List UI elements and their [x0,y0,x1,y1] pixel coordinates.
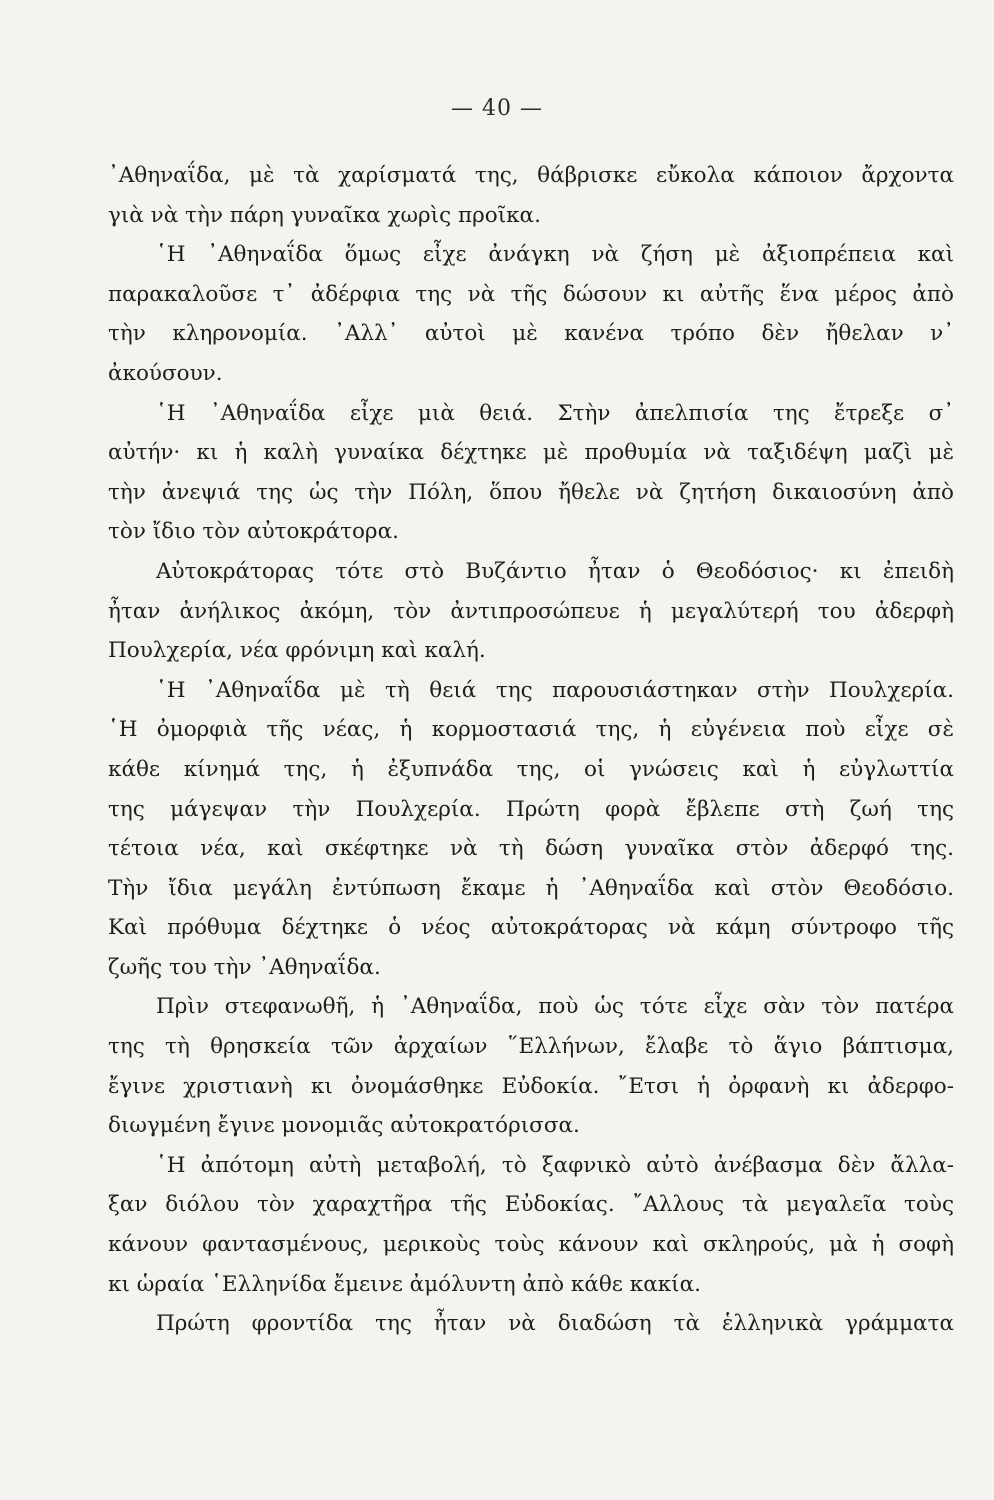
text-line: ῾Η ᾿Αθηναΐδα μὲ τὴ θειά της παρουσιάστηκαν στὴν Πουλχερία. [156,677,954,703]
text-line: κάνουν φαντασμένους, μερικοὺς τοὺς κάνουν καὶ σκληρούς, μὰ ἡ σοφὴ [108,1232,954,1258]
text-line: γιὰ νὰ τὴν πάρη γυναῖκα χωρὶς προῖκα. [108,202,541,228]
text-line: ῾Η ὀμορφιὰ τῆς νέας, ἡ κορμοστασιά της, ἡ εὐγένεια ποὺ εἶχε σὲ [108,717,954,743]
text-line: ᾿Αθηναΐδα, μὲ τὰ χαρίσματά της, θάβρισκε εὔκολα κάποιον ἄρχοντα [108,163,954,188]
text-line: παρακαλοῦσε τ᾿ ἀδέρφια της νὰ τῆς δώσουν κι αὐτῆς ἕνα μέρος ἀπὸ [108,281,954,307]
text-line: διωγμένη ἔγινε μονομιᾶς αὐτοκρατόρισσα. [108,1113,580,1139]
text-line: Αὐτοκράτορας τότε στὸ Βυζάντιο ἦταν ὁ Θεοδόσιος· κι ἐπειδὴ [156,558,954,584]
text-line: ἔγινε χριστιανὴ κι ὀνομάσθηκε Εὐδοκία. ῎Ετσι ἡ ὀρφανὴ κι ἀδερφο- [108,1073,954,1099]
text-line: τὴν ἀνεψιά της ὡς τὴν Πόλη, ὅπου ἤθελε νὰ ζητήση δικαιοσύνη ἀπὸ [108,479,954,505]
text-line: αὐτήν· κι ἡ καλὴ γυναίκα δέχτηκε μὲ προθυμία νὰ ταξιδέψη μαζὶ μὲ [108,440,954,466]
page-number: — 40 — [451,96,543,121]
text-line: ξαν διόλου τὸν χαραχτῆρα τῆς Εὐδοκίας. ῎Αλλους τὰ μεγαλεῖα τοὺς [108,1192,954,1218]
text-line: ῾Η ᾿Αθηναΐδα εἶχε μιὰ θειά. Στὴν ἀπελπισία της ἔτρεξε σ᾿ [156,400,954,426]
text-line: Πρὶν στεφανωθῆ, ἡ ᾿Αθηναΐδα, ποὺ ὡς τότε εἶχε σὰν τὸν πατέρα [156,994,954,1020]
text-line: ῾Η ᾿Αθηναΐδα ὅμως εἶχε ἀνάγκη νὰ ζήση μὲ ἀξιοπρέπεια καὶ [156,242,954,268]
text-line: κι ὡραία ῾Ελληνίδα ἔμεινε ἀμόλυντη ἀπὸ κάθε κακία. [108,1271,701,1297]
text-line: Τὴν ἴδια μεγάλη ἐντύπωση ἔκαμε ἡ ᾿Αθηναΐδα καὶ στὸν Θεοδόσιο. [108,875,954,901]
text-line: Πρώτη φροντίδα της ἦταν νὰ διαδώση τὰ ἑλληνικὰ γράμματα [156,1311,954,1337]
text-line: ῾Η ἀπότομη αὐτὴ μεταβολή, τὸ ξαφνικὸ αὐτὸ ἀνέβασμα δὲν ἄλλα- [156,1152,954,1178]
text-line: ἦταν ἀνήλικος ἀκόμη, τὸν ἀντιπροσώπευε ἡ μεγαλύτερή του ἀδερφὴ [108,598,954,624]
text-line: Καὶ πρόθυμα δέχτηκε ὁ νέος αὐτοκράτορας νὰ κάμη σύντροφο τῆς [108,915,954,941]
text-line: κάθε κίνημά της, ἡ ἐξυπνάδα της, οἱ γνώσεις καὶ ἡ εὐγλωττία [108,756,954,782]
text-line: Πουλχερία, νέα φρόνιμη καὶ καλή. [108,638,486,664]
text-line: τέτοια νέα, καὶ σκέφτηκε νὰ τὴ δώση γυναῖκα στὸν ἀδερφό της. [108,836,954,862]
text-line: της μάγεψαν τὴν Πουλχερία. Πρώτη φορὰ ἔβλεπε στὴ ζωή της [108,796,954,822]
text-line: της τὴ θρησκεία τῶν ἀρχαίων ῞Ελλήνων, ἔλαβε τὸ ἅγιο βάπτισμα, [108,1034,954,1060]
text-line: ἀκούσουν. [108,360,223,386]
body-text [108,156,954,1344]
text-line: τὸν ἴδιο τὸν αὐτοκράτορα. [108,519,399,545]
text-line: ζωῆς του τὴν ᾿Αθηναΐδα. [108,954,381,980]
text-line: τὴν κληρονομία. ᾿Αλλ᾿ αὐτοὶ μὲ κανένα τρόπο δὲν ἤθελαν ν᾿ [108,321,954,347]
